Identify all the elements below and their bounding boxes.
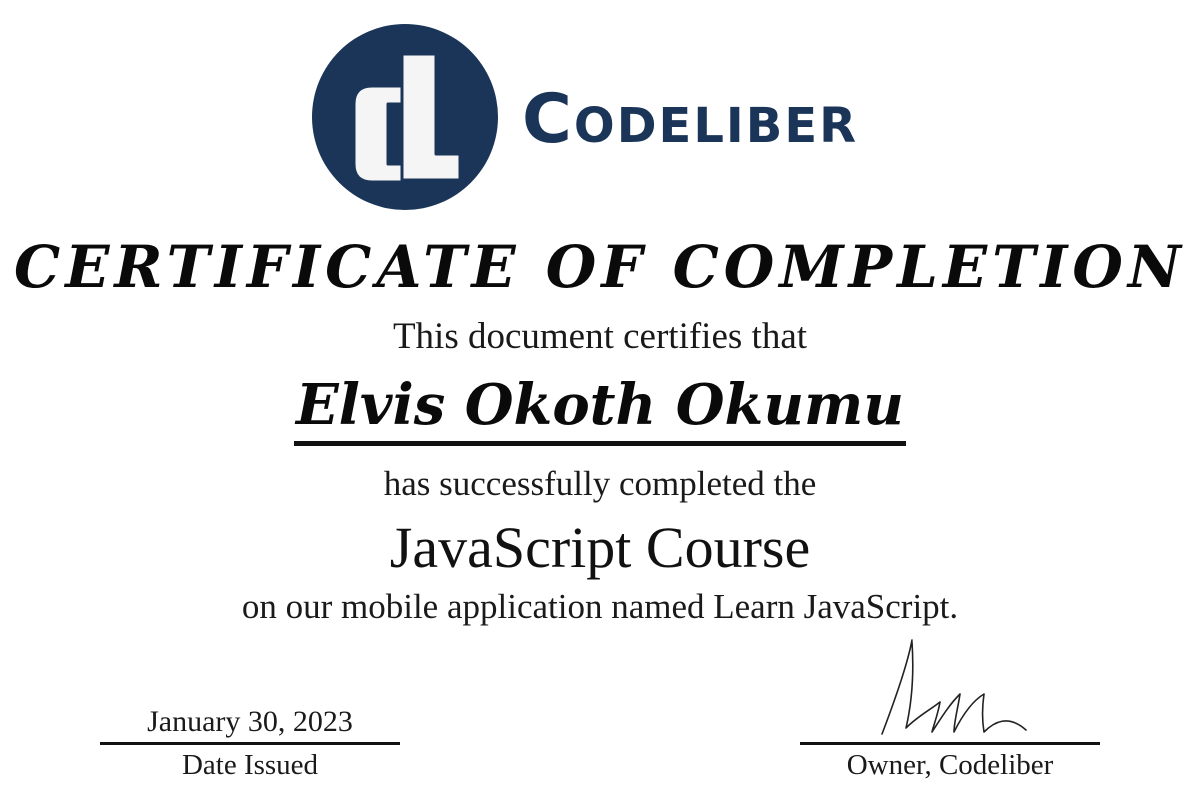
logo-mark-icon	[312, 24, 498, 210]
handwritten-signature-icon	[868, 632, 1038, 742]
signature-underline	[800, 742, 1100, 745]
signature-image	[868, 632, 1038, 742]
date-issued-label: Date Issued	[181, 749, 319, 781]
recipient-name: Elvis Okoth Okumu	[295, 372, 905, 438]
brand-name: Codeliber	[522, 80, 859, 159]
course-name: JavaScript Course	[389, 515, 811, 580]
codeliber-logo	[312, 24, 498, 210]
date-underline	[100, 742, 400, 745]
application-text: on our mobile application named Learn JavaScript.	[241, 587, 959, 626]
name-underline	[294, 441, 906, 446]
signer-label: Owner, Codeliber	[846, 749, 1054, 781]
certifies-text: This document certifies that	[392, 316, 808, 357]
completed-text: has successfully completed the	[383, 464, 817, 503]
date-issued-value: January 30, 2023	[147, 705, 353, 738]
certificate-title: CERTIFICATE OF COMPLETION	[14, 233, 1186, 301]
